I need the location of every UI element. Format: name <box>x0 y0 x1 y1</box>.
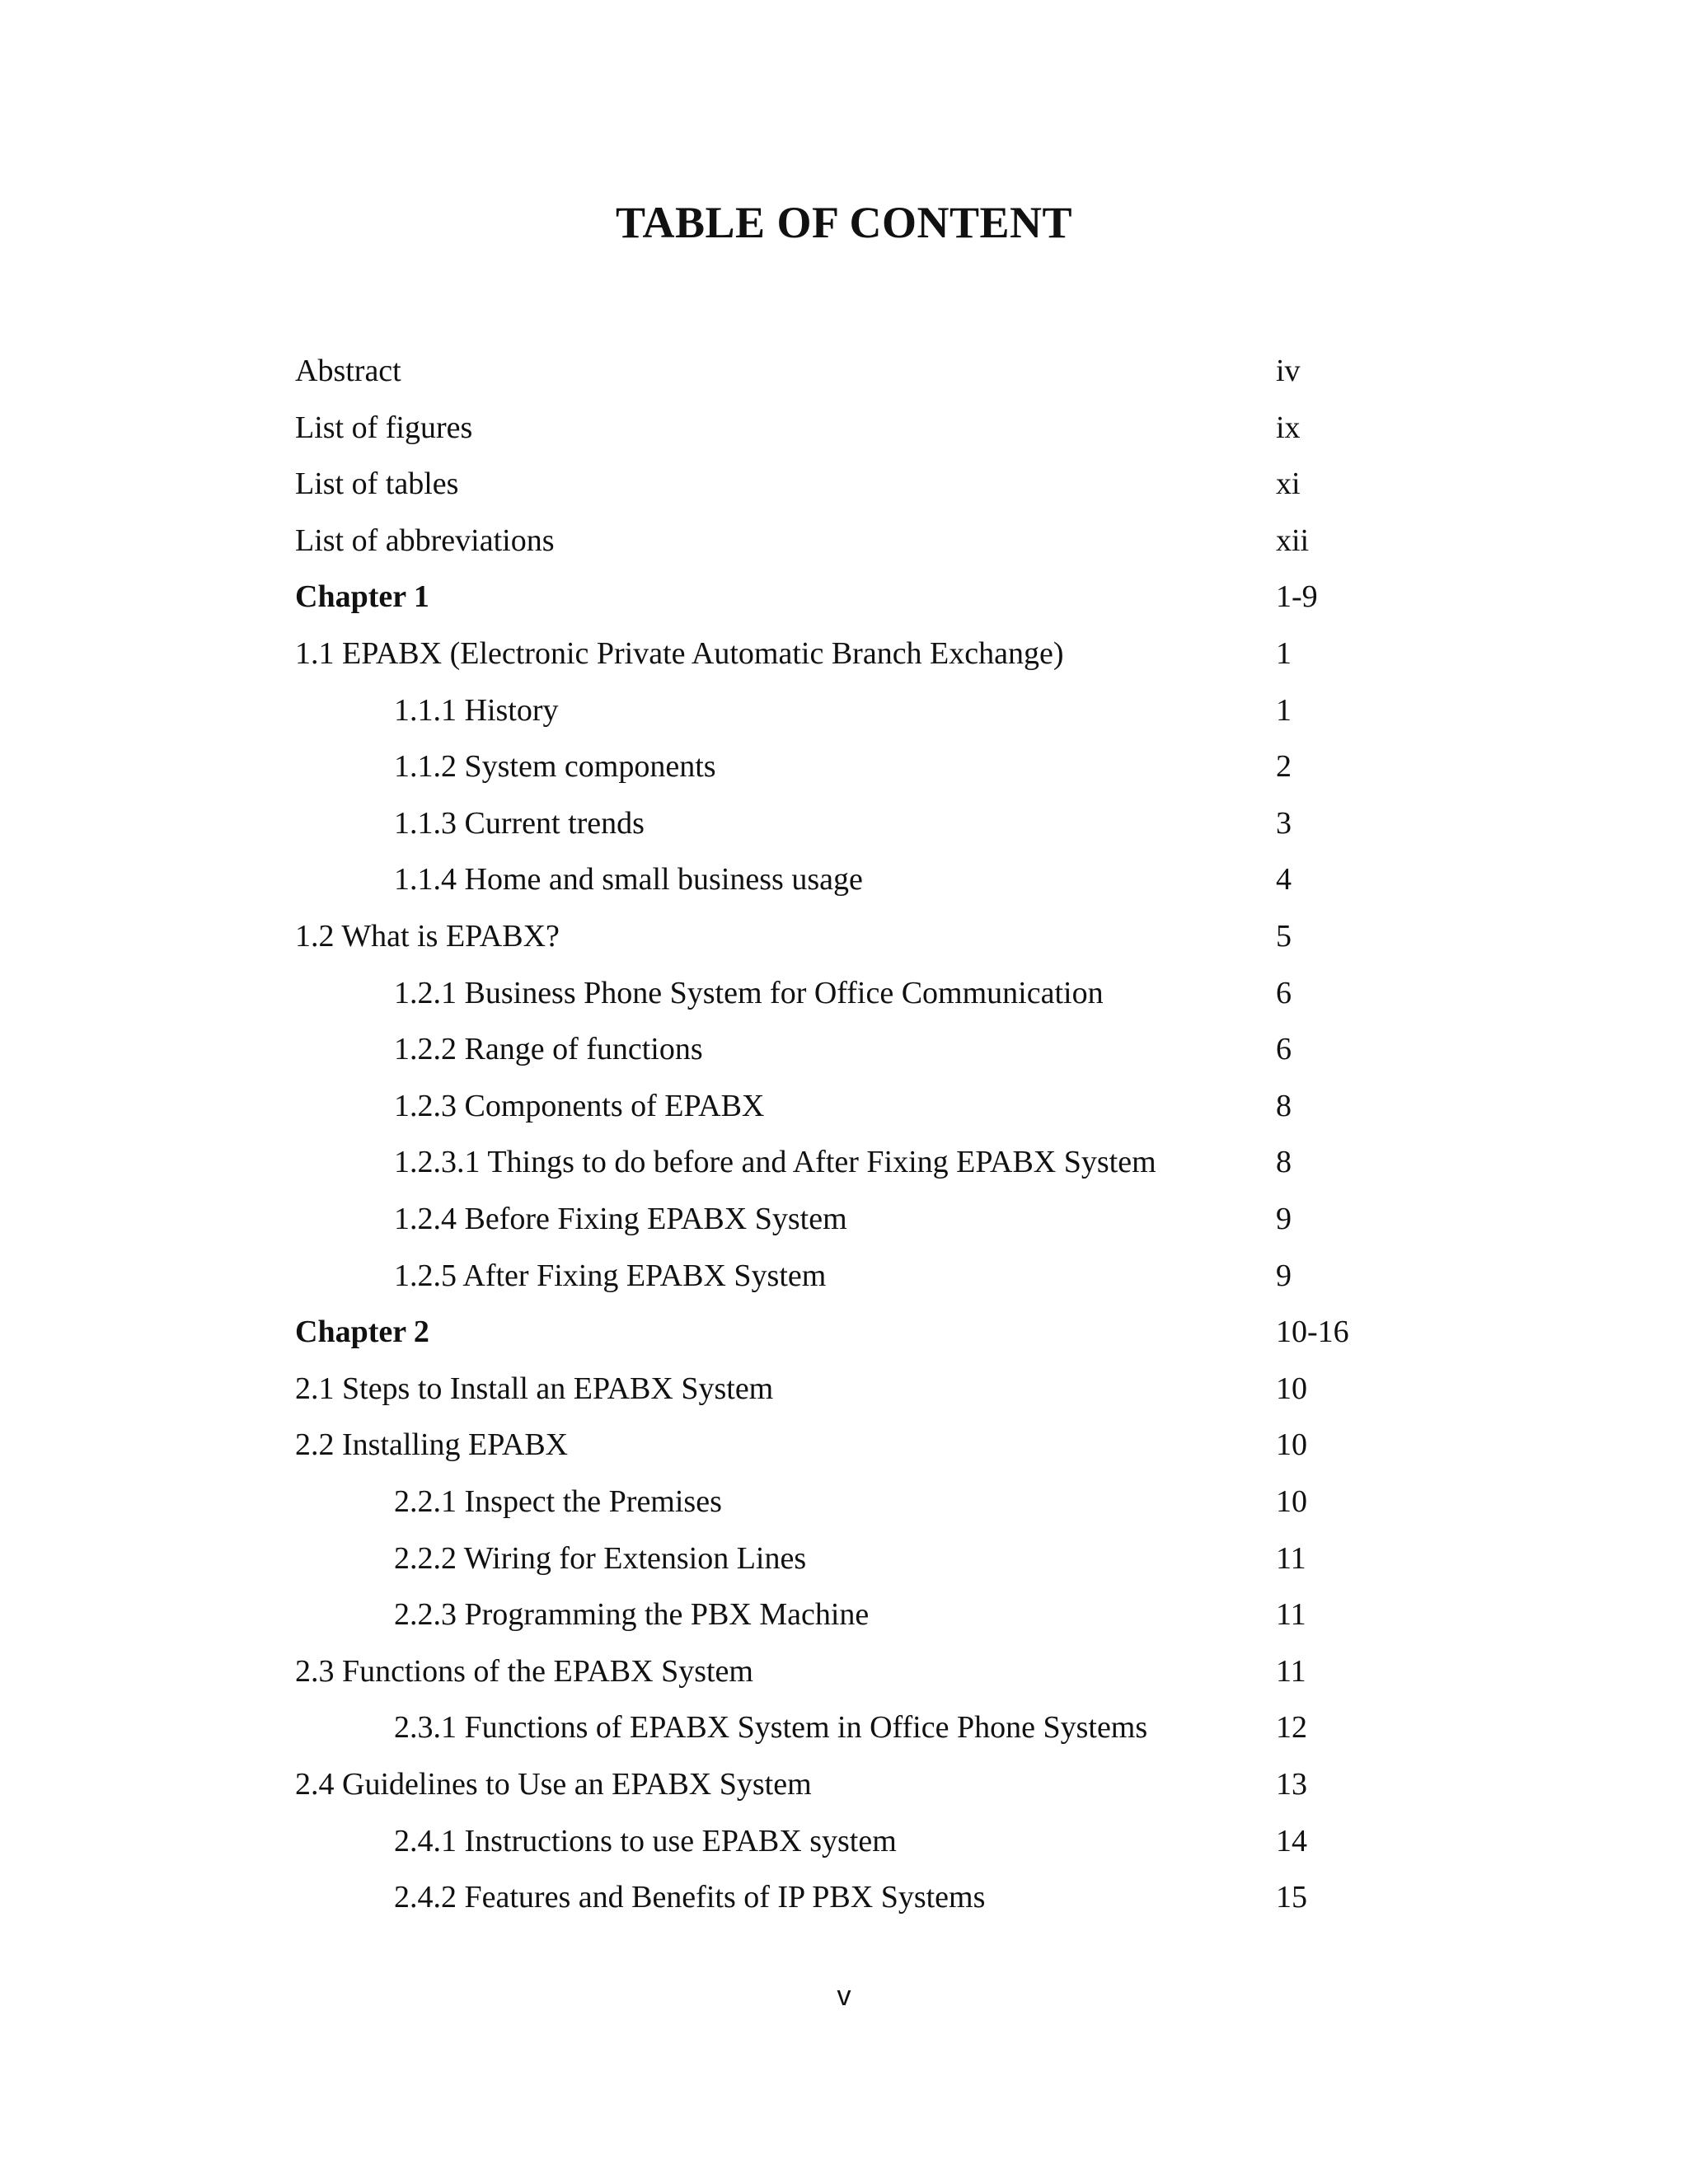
toc-entry-page: 10-16 <box>1276 1315 1349 1349</box>
toc-entry-page: iv <box>1276 354 1301 388</box>
toc-entry-page: 2 <box>1276 749 1292 784</box>
toc-entry-label: 2.4.1 Instructions to use EPABX system <box>394 1824 897 1858</box>
toc-entry-page: 11 <box>1276 1654 1306 1689</box>
toc-entry <box>0 799 1688 848</box>
toc-entry-page: 10 <box>1276 1427 1307 1462</box>
toc-entry-label: List of abbreviations <box>295 523 555 558</box>
toc-entry-page: 9 <box>1276 1258 1292 1293</box>
toc-entry-label: 1.1.4 Home and small business usage <box>394 862 863 897</box>
toc-entry-page: xi <box>1276 466 1301 501</box>
toc-entry-page: 13 <box>1276 1767 1307 1802</box>
toc-entry-label: Abstract <box>295 354 401 388</box>
toc-entry <box>0 1872 1688 1922</box>
toc-entry-page: 14 <box>1276 1824 1307 1858</box>
toc-entry-page: 4 <box>1276 862 1292 897</box>
toc-entry-page: 1 <box>1276 693 1292 728</box>
toc-entry-label: 2.2 Installing EPABX <box>295 1427 569 1462</box>
toc-entry-label: List of tables <box>295 466 459 501</box>
toc-entry <box>0 1760 1688 1809</box>
toc-entry <box>0 1137 1688 1187</box>
toc-entry <box>0 1024 1688 1074</box>
toc-entry-label: 2.4 Guidelines to Use an EPABX System <box>295 1767 812 1802</box>
toc-entry <box>0 742 1688 791</box>
toc-entry-page: 11 <box>1276 1597 1306 1632</box>
toc-entry-label: 2.3 Functions of the EPABX System <box>295 1654 753 1689</box>
toc-entry-label: 1.1.2 System components <box>394 749 716 784</box>
toc-entry-label: List of figures <box>295 410 473 445</box>
toc-entry-label: 1.1.1 History <box>394 693 559 728</box>
toc-entry-page: 15 <box>1276 1880 1307 1915</box>
toc-entry <box>0 1081 1688 1131</box>
toc-entry-label: 1.2.1 Business Phone System for Office Communication <box>394 976 1104 1010</box>
toc-entry-label: 1.2.5 After Fixing EPABX System <box>394 1258 827 1293</box>
toc-entry <box>0 459 1688 509</box>
toc-entry-page: 8 <box>1276 1145 1292 1179</box>
toc-entry <box>0 346 1688 396</box>
toc-entry-label: 1.2.4 Before Fixing EPABX System <box>394 1202 847 1236</box>
toc-entry-page: 12 <box>1276 1710 1307 1745</box>
toc-entry-label: 2.2.3 Programming the PBX Machine <box>394 1597 870 1632</box>
toc-entry <box>0 1477 1688 1526</box>
toc-entry-page: 5 <box>1276 919 1292 954</box>
toc-entry <box>0 1307 1688 1357</box>
toc-entry <box>0 1251 1688 1301</box>
toc-entry <box>0 1194 1688 1244</box>
toc-chapter-heading: Chapter 2 <box>295 1315 429 1349</box>
toc-entry <box>0 1420 1688 1469</box>
toc-entry-page: 10 <box>1276 1371 1307 1406</box>
toc-entry-page: 3 <box>1276 806 1292 841</box>
toc-entry <box>0 1534 1688 1583</box>
toc-entry-label: 2.2.2 Wiring for Extension Lines <box>394 1541 807 1576</box>
page-number: v <box>837 1980 851 2012</box>
toc-entry-label: 1.2.3.1 Things to do before and After Fixing EPABX System <box>394 1145 1156 1179</box>
toc-entry <box>0 1590 1688 1639</box>
toc-entry <box>0 403 1688 452</box>
toc-entry <box>0 1703 1688 1752</box>
toc-entry-label: 1.2 What is EPABX? <box>295 919 560 954</box>
toc-entry-label: 1.1 EPABX (Electronic Private Automatic Branch Exchange) <box>295 636 1064 671</box>
toc-entry-label: 2.1 Steps to Install an EPABX System <box>295 1371 774 1406</box>
toc-entry-page: 6 <box>1276 976 1292 1010</box>
toc-entry <box>0 629 1688 678</box>
toc-entry-label: 1.2.3 Components of EPABX <box>394 1089 765 1123</box>
toc-entry-page: 11 <box>1276 1541 1306 1576</box>
toc-entry <box>0 1816 1688 1866</box>
toc-entry <box>0 516 1688 565</box>
toc-entry <box>0 1364 1688 1413</box>
toc-entry-page: 10 <box>1276 1484 1307 1519</box>
toc-entry-page: 1 <box>1276 636 1292 671</box>
toc-entry <box>0 686 1688 735</box>
page-title: TABLE OF CONTENT <box>615 198 1073 247</box>
toc-entry <box>0 968 1688 1018</box>
toc-entry <box>0 572 1688 621</box>
toc-entry-page: 8 <box>1276 1089 1292 1123</box>
toc-entry-page: 9 <box>1276 1202 1292 1236</box>
toc-entry-label: 1.1.3 Current trends <box>394 806 645 841</box>
toc-entry <box>0 1647 1688 1696</box>
toc-entry <box>0 912 1688 961</box>
toc-entry-page: xii <box>1276 523 1310 558</box>
toc-entry-label: 2.3.1 Functions of EPABX System in Office Phone Systems <box>394 1710 1148 1745</box>
toc-entry <box>0 855 1688 904</box>
toc-entry-label: 2.2.1 Inspect the Premises <box>394 1484 722 1519</box>
toc-entry-label: 2.4.2 Features and Benefits of IP PBX Systems <box>394 1880 986 1915</box>
toc-entry-page: ix <box>1276 410 1301 445</box>
toc-entry-page: 6 <box>1276 1032 1292 1066</box>
toc-entry-label: 1.2.2 Range of functions <box>394 1032 703 1066</box>
toc-chapter-heading: Chapter 1 <box>295 579 429 614</box>
toc-entry-page: 1-9 <box>1276 579 1318 614</box>
